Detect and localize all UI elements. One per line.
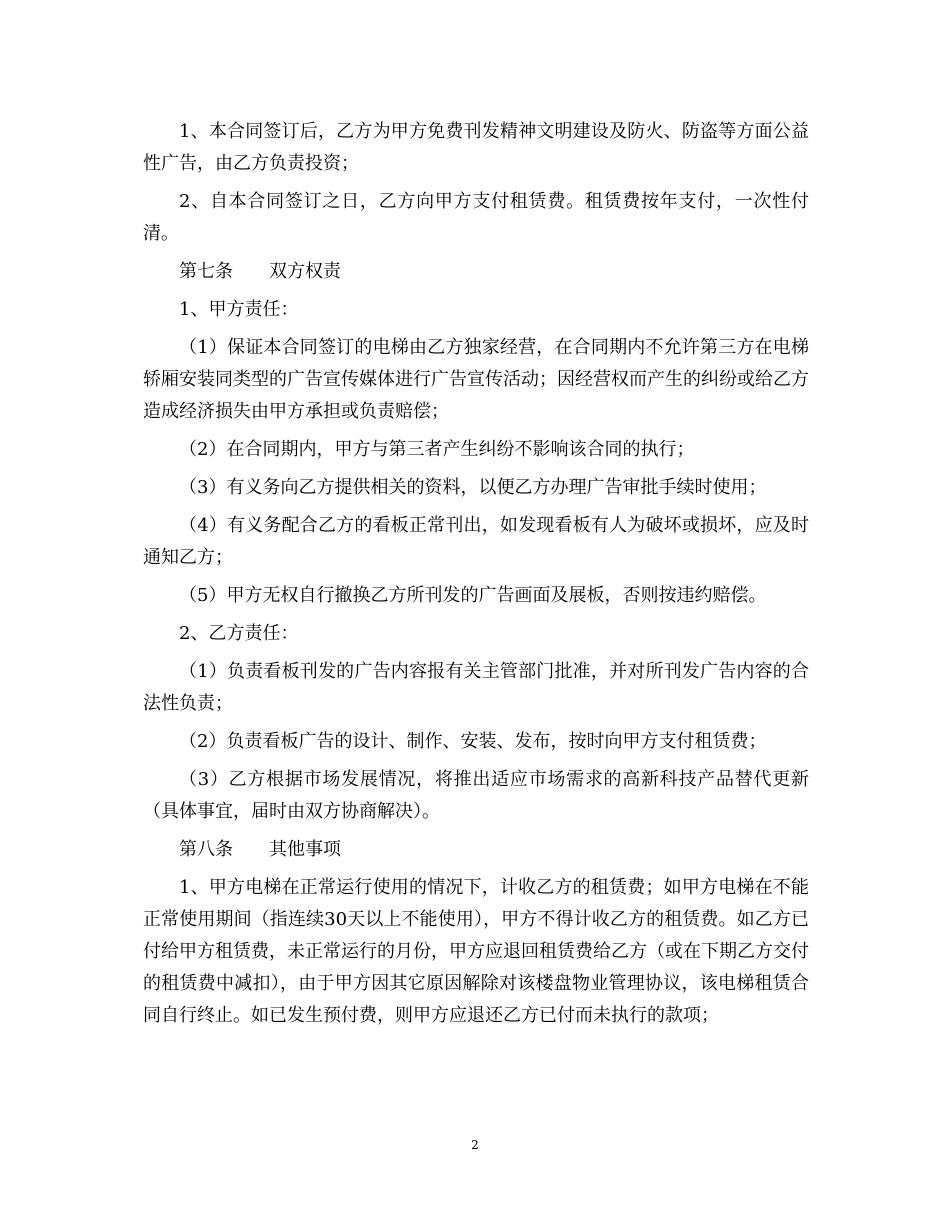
document-body: [143, 116, 809, 1038]
paragraph-party-b-duties-title: 2、乙方责任：: [179, 623, 299, 644]
paragraph-clause-1: 1、本合同签订后，乙方为甲方免费刊发精神文明建设及防火、防盗等方面公益性广告，由乙方负责投资；: [143, 121, 809, 174]
paragraph-party-a-duty-2: （2）在合同期内，甲方与第三者产生纠纷不影响该合同的执行；: [179, 439, 695, 460]
paragraph-party-b-duty-1: （1）负责看板刊发的广告内容报有关主管部门批准，并对所刊发广告内容的合法性负责；: [143, 661, 809, 714]
paragraph-party-b-duty-2: （2）负责看板广告的设计、制作、安装、发布，按时向甲方支付租赁费；: [179, 731, 767, 752]
section-heading-article-7: 第七条 双方权责: [179, 261, 341, 282]
paragraph-party-a-duty-5: （5）甲方无权自行撤换乙方所刊发的广告画面及展板，否则按违约赔偿。: [179, 585, 767, 606]
paragraph-party-a-duties-title: 1、甲方责任：: [179, 299, 299, 320]
paragraph-clause-2: 2、自本合同签订之日，乙方向甲方支付租赁费。租赁费按年支付，一次性付清。: [143, 191, 809, 244]
paragraph-party-a-duty-1: （1）保证本合同签订的电梯由乙方独家经营，在合同期内不允许第三方在电梯轿厢安装同类型的广告宣传媒体进行广告宣传活动；因经营权而产生的纠纷或给乙方造成经济损失由甲方承担或负责赔偿；: [143, 337, 809, 422]
paragraph-party-a-duty-3: （3）有义务向乙方提供相关的资料，以便乙方办理广告审批手续时使用；: [179, 477, 767, 498]
paragraph-other-matters-1: 1、甲方电梯在正常运行使用的情况下，计收乙方的租赁费；如甲方电梯在不能正常使用期间（指连续30天以上不能使用），甲方不得计收乙方的租赁费。如乙方已付给甲方租赁费，未正常运行的月份，甲方应退回租赁费给乙方（或在下期乙方交付的租赁费中减扣），由于甲方因其它原因解除对该楼盘物业管理协议，该电梯租赁合同自行终止。如已发生预付费，则甲方应退还乙方已付而未执行的款项；: [143, 877, 809, 1026]
page-number: 2: [471, 1138, 479, 1152]
section-heading-article-8: 第八条 其他事项: [179, 839, 341, 860]
paragraph-party-a-duty-4: （4）有义务配合乙方的看板正常刊出，如发现看板有人为破坏或损坏，应及时通知乙方；: [143, 515, 809, 568]
paragraph-party-b-duty-3: （3）乙方根据市场发展情况，将推出适应市场需求的高新科技产品替代更新（具体事宜，届时由双方协商解决）。: [143, 769, 809, 822]
